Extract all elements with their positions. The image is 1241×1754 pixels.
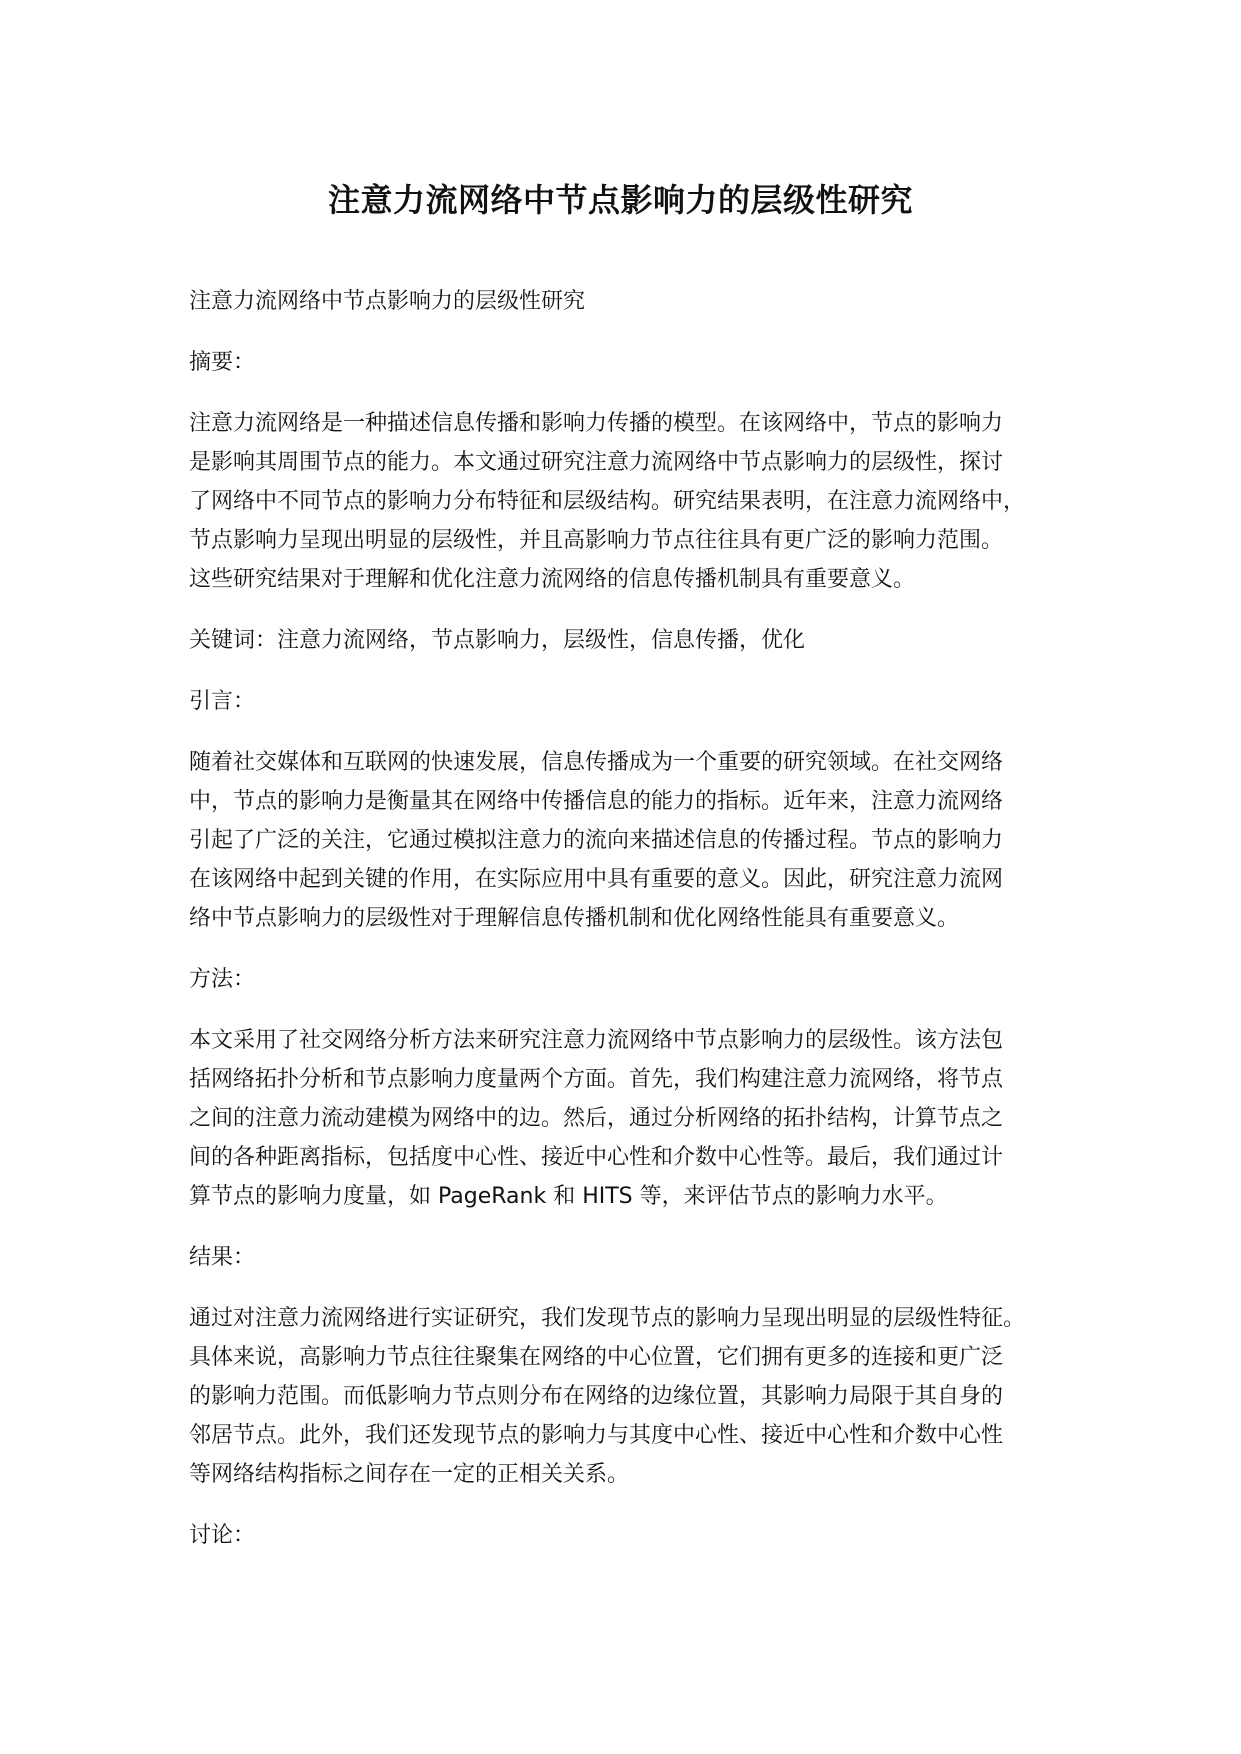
text-line: 在该网络中起到关键的作用，在实际应用中具有重要的意义。因此，研究注意力流网 bbox=[189, 867, 1004, 892]
text-line: 是影响其周围节点的能力。本文通过研究注意力流网络中节点影响力的层级性，探讨 bbox=[189, 450, 1004, 475]
results-paragraph bbox=[189, 1299, 1079, 1494]
text-line: 算节点的影响力度量，如 PageRank 和 HITS 等，来评估节点的影响力水平。 bbox=[189, 1184, 948, 1209]
text-line: 邻居节点。此外，我们还发现节点的影响力与其度中心性、接近中心性和介数中心性 bbox=[189, 1423, 1004, 1448]
text-line: 关键词：注意力流网络，节点影响力，层级性，信息传播，优化 bbox=[189, 628, 806, 653]
discussion-heading bbox=[189, 1516, 1079, 1555]
text-line: 等网络结构指标之间存在一定的正相关关系。 bbox=[189, 1462, 630, 1487]
text-line: 括网络拓扑分析和节点影响力度量两个方面。首先，我们构建注意力流网络，将节点 bbox=[189, 1067, 1004, 1092]
text-line: 之间的注意力流动建模为网络中的边。然后，通过分析网络的拓扑结构，计算节点之 bbox=[189, 1106, 1004, 1131]
text-line: 间的各种距离指标，包括度中心性、接近中心性和介数中心性等。最后，我们通过计 bbox=[189, 1145, 1004, 1170]
text-line: 这些研究结果对于理解和优化注意力流网络的信息传播机制具有重要意义。 bbox=[189, 567, 916, 592]
text-line: 具体来说，高影响力节点往往聚集在网络的中心位置，它们拥有更多的连接和更广泛 bbox=[189, 1345, 1004, 1370]
introduction-heading bbox=[189, 682, 1079, 721]
results-heading bbox=[189, 1238, 1079, 1277]
text-line: 的影响力范围。而低影响力节点则分布在网络的边缘位置，其影响力局限于其自身的 bbox=[189, 1384, 1004, 1409]
text-line: 注意力流网络是一种描述信息传播和影响力传播的模型。在该网络中，节点的影响力 bbox=[189, 411, 1004, 436]
document-body bbox=[189, 282, 1079, 1555]
subtitle-paragraph bbox=[189, 282, 1079, 321]
abstract-paragraph bbox=[189, 404, 1079, 599]
text-line: 引起了广泛的关注，它通过模拟注意力的流向来描述信息的传播过程。节点的影响力 bbox=[189, 828, 1004, 853]
text-line: 方法： bbox=[189, 967, 256, 992]
text-line: 中，节点的影响力是衡量其在网络中传播信息的能力的指标。近年来，注意力流网络 bbox=[189, 789, 1004, 814]
text-line: 本文采用了社交网络分析方法来研究注意力流网络中节点影响力的层级性。该方法包 bbox=[189, 1028, 1004, 1053]
methods-heading bbox=[189, 960, 1079, 999]
introduction-paragraph bbox=[189, 743, 1079, 938]
document-title: 注意力流网络中节点影响力的层级性研究 bbox=[327, 181, 913, 219]
methods-paragraph bbox=[189, 1021, 1079, 1216]
text-line: 引言： bbox=[189, 689, 256, 714]
text-line: 注意力流网络中节点影响力的层级性研究 bbox=[189, 289, 586, 314]
text-line: 摘要： bbox=[189, 350, 256, 375]
text-line: 了网络中不同节点的影响力分布特征和层级结构。研究结果表明，在注意力流网络中， bbox=[189, 489, 1026, 514]
abstract-heading bbox=[189, 343, 1079, 382]
keywords-paragraph bbox=[189, 621, 1079, 660]
text-line: 讨论： bbox=[189, 1523, 256, 1548]
text-line: 通过对注意力流网络进行实证研究，我们发现节点的影响力呈现出明显的层级性特征。 bbox=[189, 1306, 1026, 1331]
text-line: 随着社交媒体和互联网的快速发展，信息传播成为一个重要的研究领域。在社交网络 bbox=[189, 750, 1004, 775]
text-line: 节点影响力呈现出明显的层级性，并且高影响力节点往往具有更广泛的影响力范围。 bbox=[189, 528, 1004, 553]
text-line: 结果： bbox=[189, 1245, 256, 1270]
text-line: 络中节点影响力的层级性对于理解信息传播机制和优化网络性能具有重要意义。 bbox=[189, 906, 960, 931]
